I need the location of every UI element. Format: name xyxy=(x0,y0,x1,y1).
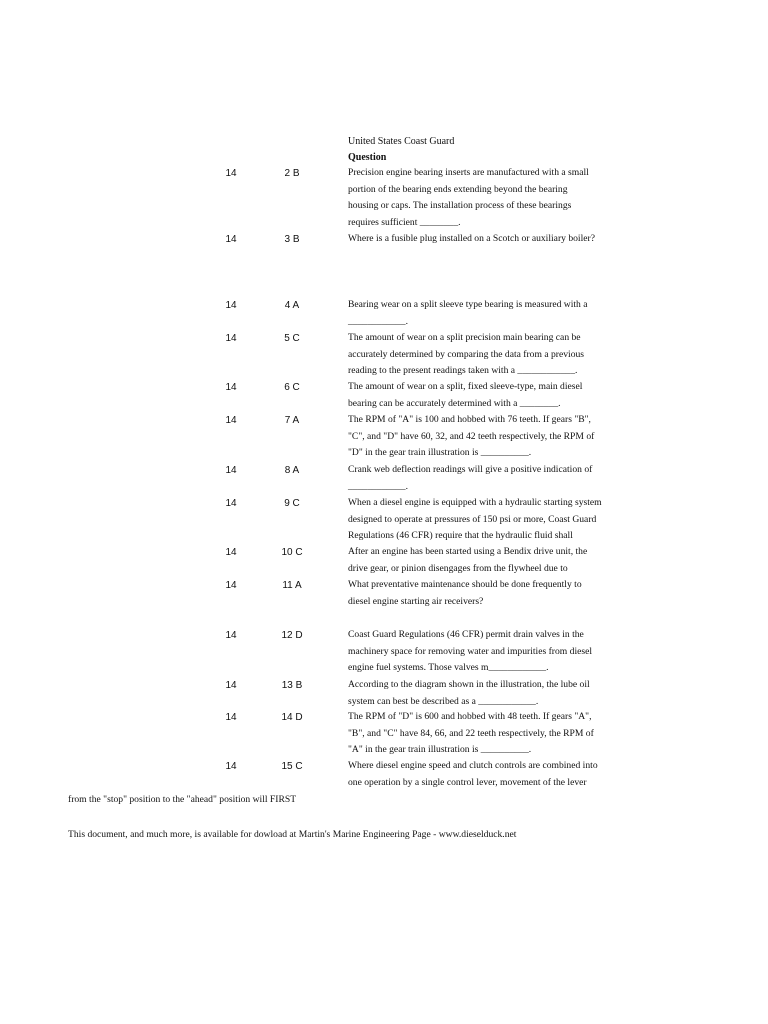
question-line: Regulations (46 CFR) require that the hydraulic fluid shall xyxy=(348,530,573,541)
question-line: housing or caps. The installation process of these bearings xyxy=(348,200,572,211)
question-answer-key: 13 B xyxy=(281,680,303,691)
question-text xyxy=(348,495,628,545)
question-answer-key: 2 B xyxy=(284,168,300,179)
question-line: requires sufficient ________. xyxy=(348,216,461,228)
question-line: designed to operate at pressures of 150 psi or more, Coast Guard xyxy=(348,513,597,525)
question-line: "A" in the gear train illustration is __________. xyxy=(348,744,532,755)
chapter-number: 14 xyxy=(225,680,237,691)
document-title: United States Coast Guard xyxy=(348,136,455,147)
question-line: ____________. xyxy=(348,480,408,492)
question-line: "B", and "C" have 84, 66, and 22 teeth respectively, the RPM of xyxy=(348,727,594,739)
question-line: Bearing wear on a split sleeve type bearing is measured with a xyxy=(348,299,588,310)
question-answer-key: 12 D xyxy=(281,630,303,641)
question-answer-key: 7 A xyxy=(284,415,300,426)
question-answer-key: 9 C xyxy=(284,498,300,509)
chapter-number: 14 xyxy=(225,712,237,723)
question-line: system can best be described as a ____________. xyxy=(348,695,539,707)
question-text xyxy=(348,544,628,577)
question-line: Crank web deflection readings will give a positive indication of xyxy=(348,464,593,475)
question-answer-key: 5 C xyxy=(284,333,300,344)
chapter-number: 14 xyxy=(225,300,237,311)
question-column-header: Question xyxy=(348,152,387,163)
chapter-number: 14 xyxy=(225,415,237,426)
question-line: Where diesel engine speed and clutch controls are combined into xyxy=(348,760,598,771)
question-text xyxy=(348,758,628,791)
question-answer-key: 3 B xyxy=(284,234,300,245)
question-line: The RPM of "A" is 100 and hobbed with 76 teeth. If gears "B", xyxy=(348,414,591,425)
question-answer-key: 4 A xyxy=(284,300,300,311)
question-line: Coast Guard Regulations (46 CFR) permit drain valves in the xyxy=(348,629,584,640)
question-line: The RPM of "D" is 600 and hobbed with 48 teeth. If gears "A", xyxy=(348,711,592,722)
question-line: The amount of wear on a split, fixed sleeve-type, main diesel xyxy=(348,381,583,392)
question-line: portion of the bearing ends extending beyond the bearing xyxy=(348,183,568,195)
question-line: drive gear, or pinion disengages from the flywheel due to xyxy=(348,562,568,574)
question-text xyxy=(348,709,628,759)
question-text xyxy=(348,412,628,462)
question-line: Where is a fusible plug installed on a Scotch or auxiliary boiler? xyxy=(348,233,595,244)
question-line: one operation by a single control lever, movement of the lever xyxy=(348,776,587,788)
question-text xyxy=(348,577,628,610)
question-text xyxy=(348,330,628,380)
question-line: accurately determined by comparing the data from a previous xyxy=(348,348,585,360)
footer-notice: This document, and much more, is available for dowload at Martin's Marine Engineering Page - www.dieselduck.net xyxy=(68,829,517,840)
question-line: "C", and "D" have 60, 32, and 42 teeth respectively, the RPM of xyxy=(348,430,595,442)
question-line: reading to the present readings taken with a ____________. xyxy=(348,365,578,376)
question-line: ____________. xyxy=(348,315,408,327)
chapter-number: 14 xyxy=(225,630,237,641)
question-answer-key: 15 C xyxy=(281,761,303,772)
question-line: When a diesel engine is equipped with a hydraulic starting system xyxy=(348,497,602,508)
question-line: engine fuel systems. Those valves m____________. xyxy=(348,662,549,673)
question-line: Precision engine bearing inserts are manufactured with a small xyxy=(348,167,589,178)
question-text xyxy=(348,379,628,412)
question-answer-key: 11 A xyxy=(282,580,302,591)
question-line: machinery space for removing water and impurities from diesel xyxy=(348,645,593,657)
chapter-number: 14 xyxy=(225,580,237,591)
question-line: The amount of wear on a split precision main bearing can be xyxy=(348,332,581,343)
chapter-number: 14 xyxy=(225,465,237,476)
question-continuation: from the "stop" position to the "ahead" position will FIRST xyxy=(68,794,297,805)
question-text xyxy=(348,462,628,495)
question-line: diesel engine starting air receivers? xyxy=(348,595,484,607)
question-line: bearing can be accurately determined with a ________. xyxy=(348,397,561,409)
chapter-number: 14 xyxy=(225,761,237,772)
question-text xyxy=(348,165,628,231)
question-line: After an engine has been started using a Bendix drive unit, the xyxy=(348,546,588,557)
chapter-number: 14 xyxy=(225,168,237,179)
question-line: "D" in the gear train illustration is __________. xyxy=(348,447,532,458)
question-answer-key: 10 C xyxy=(281,547,303,558)
question-answer-key: 8 A xyxy=(284,465,300,476)
question-line: What preventative maintenance should be done frequently to xyxy=(348,579,582,590)
chapter-number: 14 xyxy=(225,382,237,393)
question-text xyxy=(348,297,628,330)
chapter-number: 14 xyxy=(225,333,237,344)
chapter-number: 14 xyxy=(225,498,237,509)
question-line: According to the diagram shown in the illustration, the lube oil xyxy=(348,679,590,690)
question-text xyxy=(348,231,628,248)
chapter-number: 14 xyxy=(225,234,237,245)
question-text xyxy=(348,677,628,710)
question-answer-key: 14 D xyxy=(281,712,303,723)
question-answer-key: 6 C xyxy=(284,382,300,393)
chapter-number: 14 xyxy=(225,547,237,558)
question-text xyxy=(348,627,628,677)
